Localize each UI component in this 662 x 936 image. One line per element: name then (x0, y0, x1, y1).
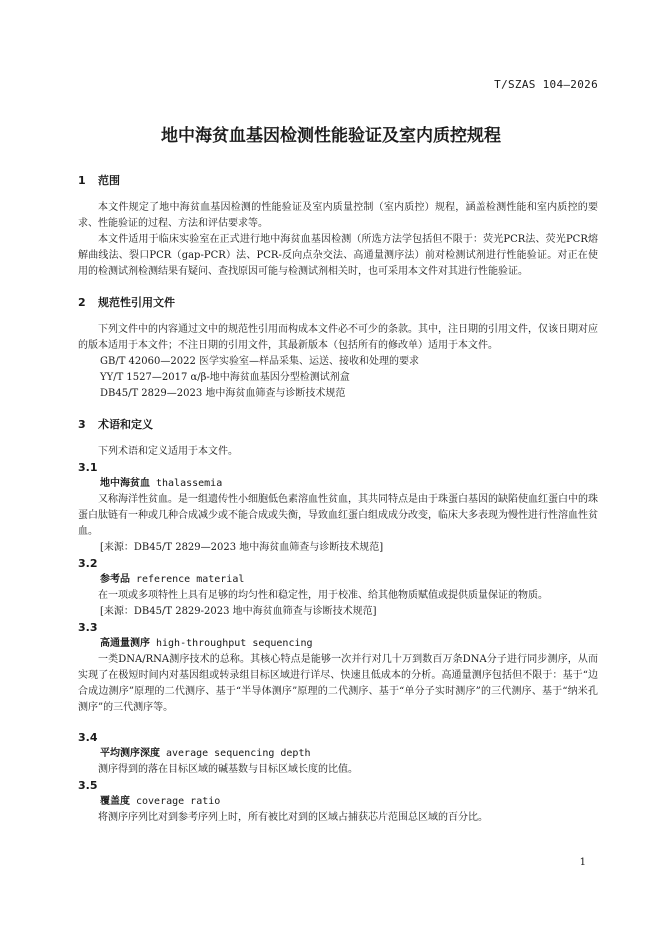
term-zh: 地中海贫血 (100, 478, 150, 489)
term-zh: 高通量测序 (100, 638, 150, 649)
document-body (78, 172, 598, 826)
term-definition: 又称海洋性贫血。是一组遗传性小细胞低色素溶血性贫血，其共同特点是由于珠蛋白基因的缺陷使血红蛋白中的珠蛋白肽链有一种或几种合成减少或不能合成或失衡，导致血红蛋白组成成分改变，临床大多表现为慢性进行性溶血性贫血。 (78, 494, 598, 537)
section-number: 3 (78, 418, 86, 431)
term-en: thalassemia (156, 478, 223, 489)
section-title: 规范性引用文件 (98, 296, 175, 309)
paragraph: 下列术语和定义适用于本文件。 (98, 446, 238, 457)
reference-item: DB45/T 2829—2023 地中海贫血筛查与诊断技术规范 (100, 388, 346, 399)
standard-number: T/SZAS 104—2026 (494, 78, 598, 91)
term-entry (78, 476, 598, 492)
term-definition: 一类DNA/RNA测序技术的总称。其核心特点是能够一次并行对几十万到数百万条DNA分子进行同步测序，从而实现了在极短时间内对基因组或转录组目标区域进行详尽、快速且低成本的分析。高通量测序包括但不限于：基于“边合成边测序”原理的二代测序、基于“半导体测序”原理的二代测序、基于“单分子实时测序”的三代测序、基于“纳米孔测序”的三代测序等。 (78, 654, 598, 713)
term-source: [来源：DB45/T 2829-2023 地中海贫血筛查与诊断技术规范] (100, 606, 377, 617)
reference-item: GB/T 42060—2022 医学实验室—样品采集、运送、接收和处理的要求 (100, 356, 419, 367)
term-definition: 将测序序列比对到参考序列上时，所有被比对到的区域占捕获芯片范围总区域的百分比。 (98, 812, 488, 823)
paragraph: 本文件规定了地中海贫血基因检测的性能验证及室内质量控制（室内质控）规程，涵盖检测性能和室内质控的要求、性能验证的过程、方法和评估要求等。 (78, 202, 598, 229)
term-entry (78, 794, 598, 810)
section-number: 1 (78, 174, 86, 187)
term-number: 3.5 (78, 779, 98, 792)
term-number: 3.4 (78, 731, 98, 744)
paragraph: 本文件适用于临床实验室在正式进行地中海贫血基因检测（所选方法学包括但不限于：荧光PCR法、荧光PCR熔解曲线法、裂口PCR（gap-PCR）法、PCR-反向点杂交法、高通量测序法）前对检测试剂进行性能验证。对正在使用的检测试剂检测结果有疑问、查找原因可能与检测试剂相关时，也可采用本文件对其进行性能验证。 (78, 234, 598, 277)
section-title: 范围 (98, 174, 120, 187)
reference-item: YY/T 1527—2017 α/β-地中海贫血基因分型检测试剂盒 (100, 372, 350, 383)
term-zh: 参考品 (100, 574, 130, 585)
section-1-heading (78, 172, 598, 190)
term-en: reference material (136, 574, 245, 585)
section-title: 术语和定义 (98, 418, 153, 431)
term-number: 3.3 (78, 621, 98, 634)
term-entry (78, 636, 598, 652)
page-number: 1 (579, 857, 586, 868)
term-en: average sequencing depth (166, 748, 311, 759)
section-2-heading (78, 294, 598, 312)
section-number: 2 (78, 296, 86, 309)
paragraph: 下列文件中的内容通过文中的规范性引用而构成本文件必不可少的条款。其中，注日期的引用文件，仅该日期对应的版本适用于本文件；不注日期的引用文件，其最新版本（包括所有的修改单）适用于本文件。 (78, 324, 598, 351)
document-title: 地中海贫血基因检测性能验证及室内质控规程 (161, 126, 501, 146)
term-definition: 测序得到的落在目标区域的碱基数与目标区域长度的比值。 (98, 764, 358, 775)
term-source: [来源：DB45/T 2829—2023 地中海贫血筛查与诊断技术规范] (100, 542, 384, 553)
term-en: coverage ratio (136, 796, 221, 807)
term-number: 3.2 (78, 557, 98, 570)
term-entry (78, 746, 598, 762)
term-entry (78, 572, 598, 588)
term-zh: 覆盖度 (100, 796, 130, 807)
term-zh: 平均测序深度 (100, 748, 160, 759)
term-definition: 在一项或多项特性上具有足够的均匀性和稳定性，用于校准、给其他物质赋值或提供质量保证的物质。 (98, 590, 548, 601)
section-3-heading (78, 416, 598, 434)
term-en: high-throughput sequencing (156, 638, 313, 649)
term-number: 3.1 (78, 461, 98, 474)
